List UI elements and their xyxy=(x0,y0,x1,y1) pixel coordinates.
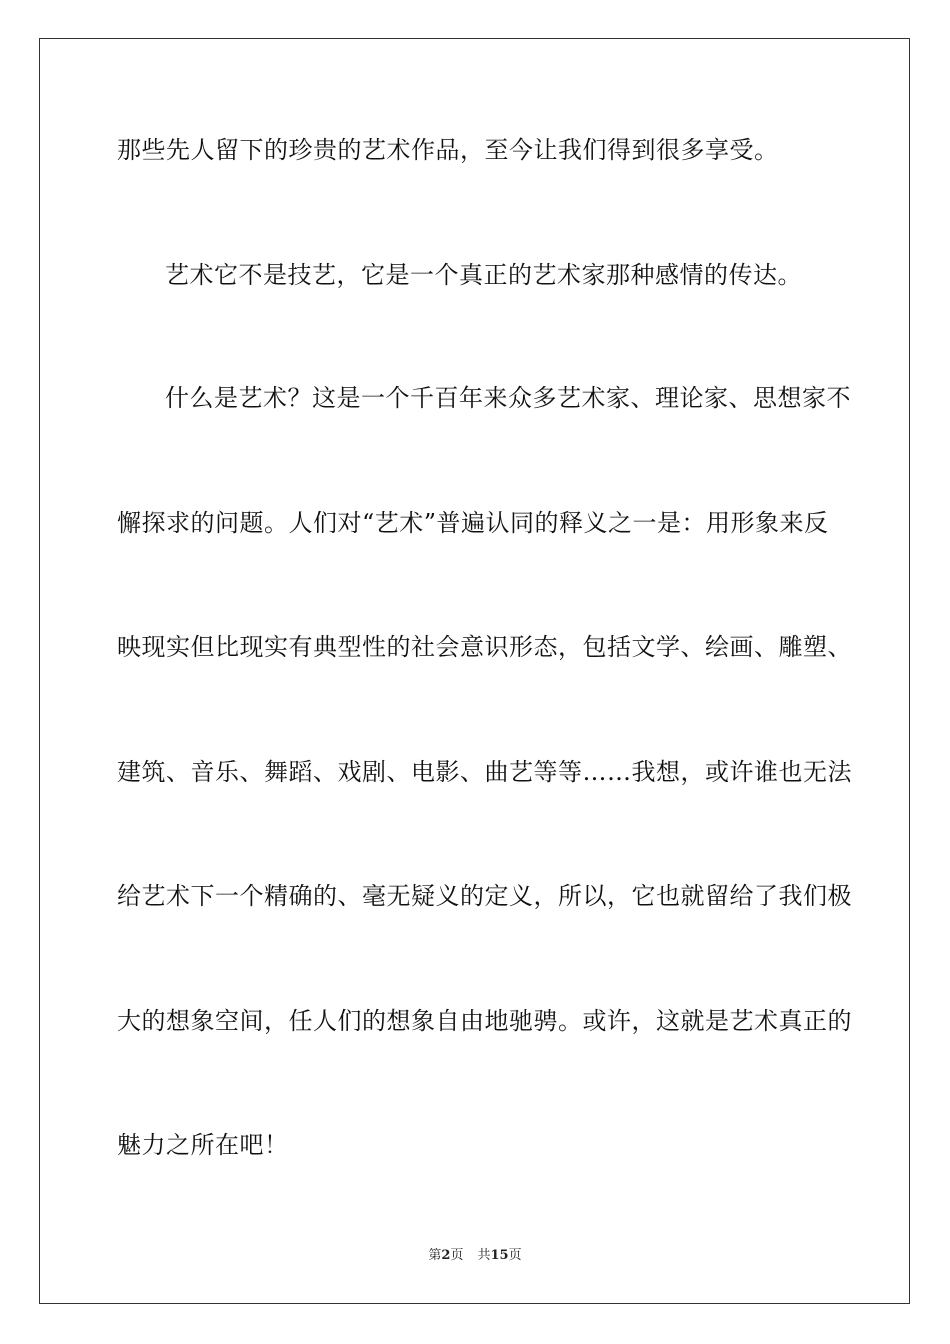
page-border xyxy=(39,38,910,1304)
text-line: 那些先人留下的珍贵的艺术作品，至今让我们得到很多享受。 xyxy=(117,136,779,164)
text-line: 魅力之所在吧！ xyxy=(117,1131,289,1159)
text-line: 给艺术下一个精确的、毫无疑义的定义，所以，它也就留给了我们极 xyxy=(117,882,852,910)
text-line: 大的想象空间，任人们的想象自由地驰骋。或许，这就是艺术真正的 xyxy=(117,1007,852,1035)
total-pages: 15 xyxy=(490,1248,509,1263)
paragraph-line: 艺术它不是技艺，它是一个真正的艺术家那种感情的传达。 xyxy=(165,261,802,289)
page-number: 2 xyxy=(441,1248,451,1263)
page-suffix: 页 xyxy=(450,1248,464,1263)
page-prefix: 第 xyxy=(428,1248,442,1263)
paragraph-line: 什么是艺术？这是一个千百年来众多艺术家、理论家、思想家不 xyxy=(165,384,851,412)
text-line: 映现实但比现实有典型性的社会意识形态，包括文学、绘画、雕塑、 xyxy=(117,633,852,661)
total-suffix: 页 xyxy=(508,1248,522,1263)
text-line: 懈探求的问题。人们对“艺术”普遍认同的释义之一是：用形象来反 xyxy=(117,509,829,537)
text-line: 建筑、音乐、舞蹈、戏剧、电影、曲艺等等……我想，或许谁也无法 xyxy=(117,758,852,786)
total-prefix: 共 xyxy=(477,1248,491,1263)
page-footer xyxy=(0,1247,950,1265)
